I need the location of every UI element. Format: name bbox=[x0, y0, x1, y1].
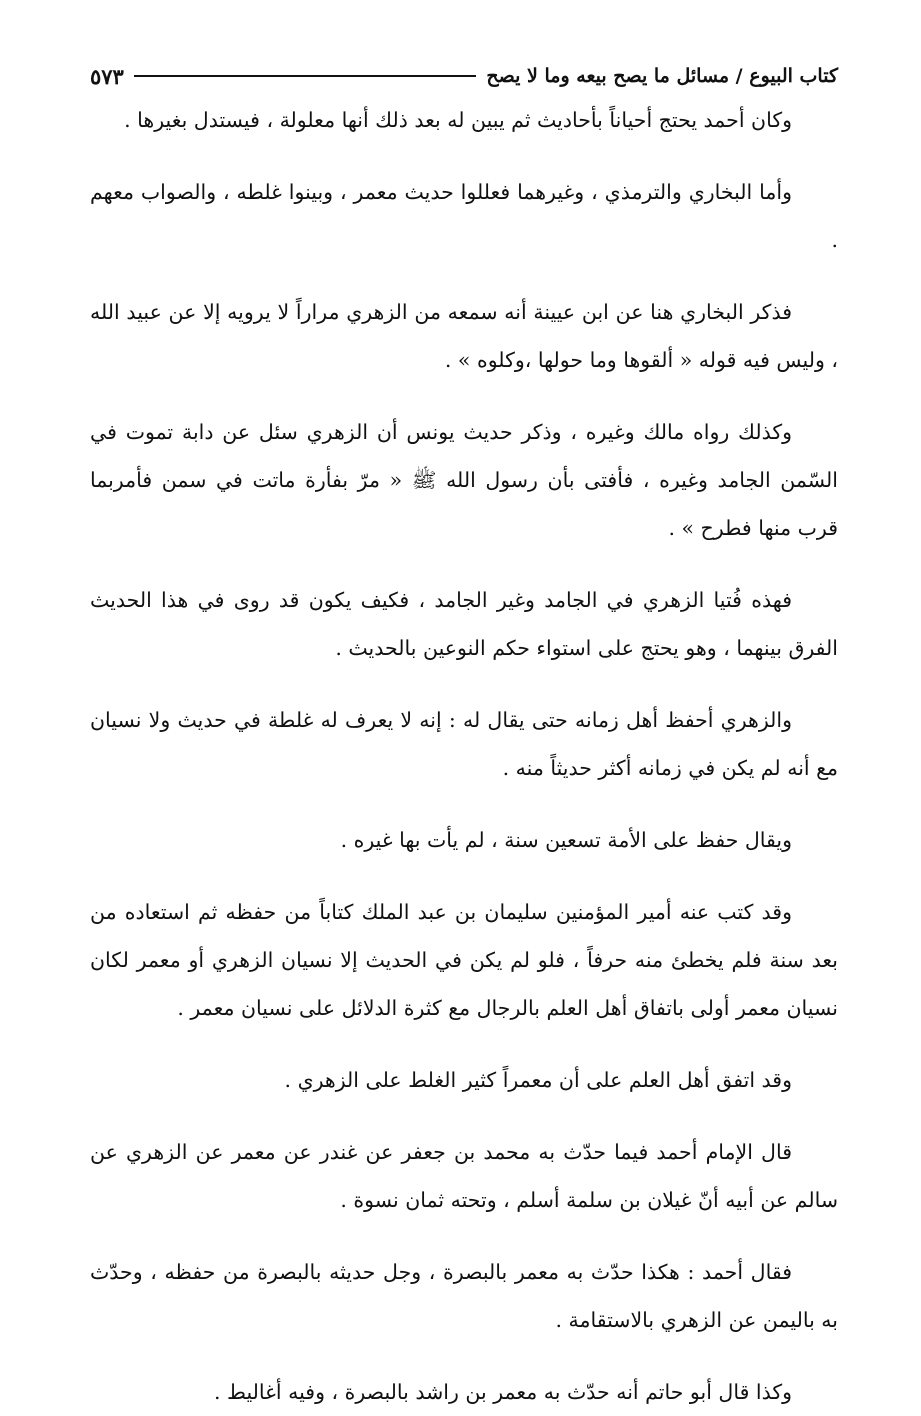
running-header bbox=[90, 56, 838, 96]
paragraph: وكان أحمد يحتج أحياناً بأحاديث ثم يبين له بعد ذلك أنها معلولة ، فيستدل بغيرها . bbox=[124, 108, 792, 132]
paragraph: وكذلك رواه مالك وغيره ، وذكر حديث يونس أن الزهري سئل عن دابة تموت في السّمن الجامد وغيره ، فأفتى بأن رسول الله ﷺ « مرّ بفأرة ماتت في سمن فأمربما قرب منها فطرح » . bbox=[90, 420, 838, 540]
paragraph: والزهري أحفظ أهل زمانه حتى يقال له : إنه لا يعرف له غلطة في حديث ولا نسيان مع أنه لم يكن في زمانه أكثر حديثاً منه . bbox=[90, 708, 838, 780]
paragraph: فقال أحمد : هكذا حدّث به معمر بالبصرة ، وجل حديثه بالبصرة من حفظه ، وحدّث به باليمن عن الزهري بالاستقامة . bbox=[90, 1260, 838, 1332]
page-number: ٥٧٣ bbox=[90, 63, 124, 89]
book-page bbox=[90, 56, 838, 1404]
header-title: كتاب البيوع / مسائل ما يصح بيعه وما لا يصح bbox=[486, 65, 838, 87]
paragraph: فهذه فُتيا الزهري في الجامد وغير الجامد ، فكيف يكون قد روى في هذا الحديث الفرق بينهما ، وهو يحتج على استواء حكم النوعين بالحديث . bbox=[90, 588, 838, 660]
paragraph: وأما البخاري والترمذي ، وغيرهما فعللوا حديث معمر ، وبينوا غلطه ، والصواب معهم . bbox=[90, 180, 838, 252]
paragraph: وقد اتفق أهل العلم على أن معمراً كثير الغلط على الزهري . bbox=[284, 1068, 792, 1092]
paragraph: وقد كتب عنه أمير المؤمنين سليمان بن عبد الملك كتاباً من حفظه ثم استعاده من بعد سنة فلم يخطئ منه حرفاً ، فلو لم يكن في الحديث إلا نسيان الزهري أو معمر لكان نسيان معمر أولى باتفاق أهل العلم بالرجال مع كثرة الدلائل على نسيان معمر . bbox=[90, 900, 838, 1020]
paragraph: فذكر البخاري هنا عن ابن عيينة أنه سمعه من الزهري مراراً لا يرويه إلا عن عبيد الله ، وليس فيه قوله « ألقوها وما حولها ،وكلوه » . bbox=[90, 300, 838, 372]
header-rule bbox=[134, 75, 477, 77]
paragraph: ويقال حفظ على الأمة تسعين سنة ، لم يأت بها غيره . bbox=[340, 828, 792, 852]
paragraph: قال الإمام أحمد فيما حدّث به محمد بن جعفر عن غندر عن معمر عن الزهري عن سالم عن أبيه أنّ غيلان بن سلمة أسلم ، وتحته ثمان نسوة . bbox=[90, 1140, 838, 1212]
body-text bbox=[90, 96, 838, 1416]
paragraph: وكذا قال أبو حاتم أنه حدّث به معمر بن راشد بالبصرة ، وفيه أغاليط . bbox=[213, 1380, 792, 1404]
